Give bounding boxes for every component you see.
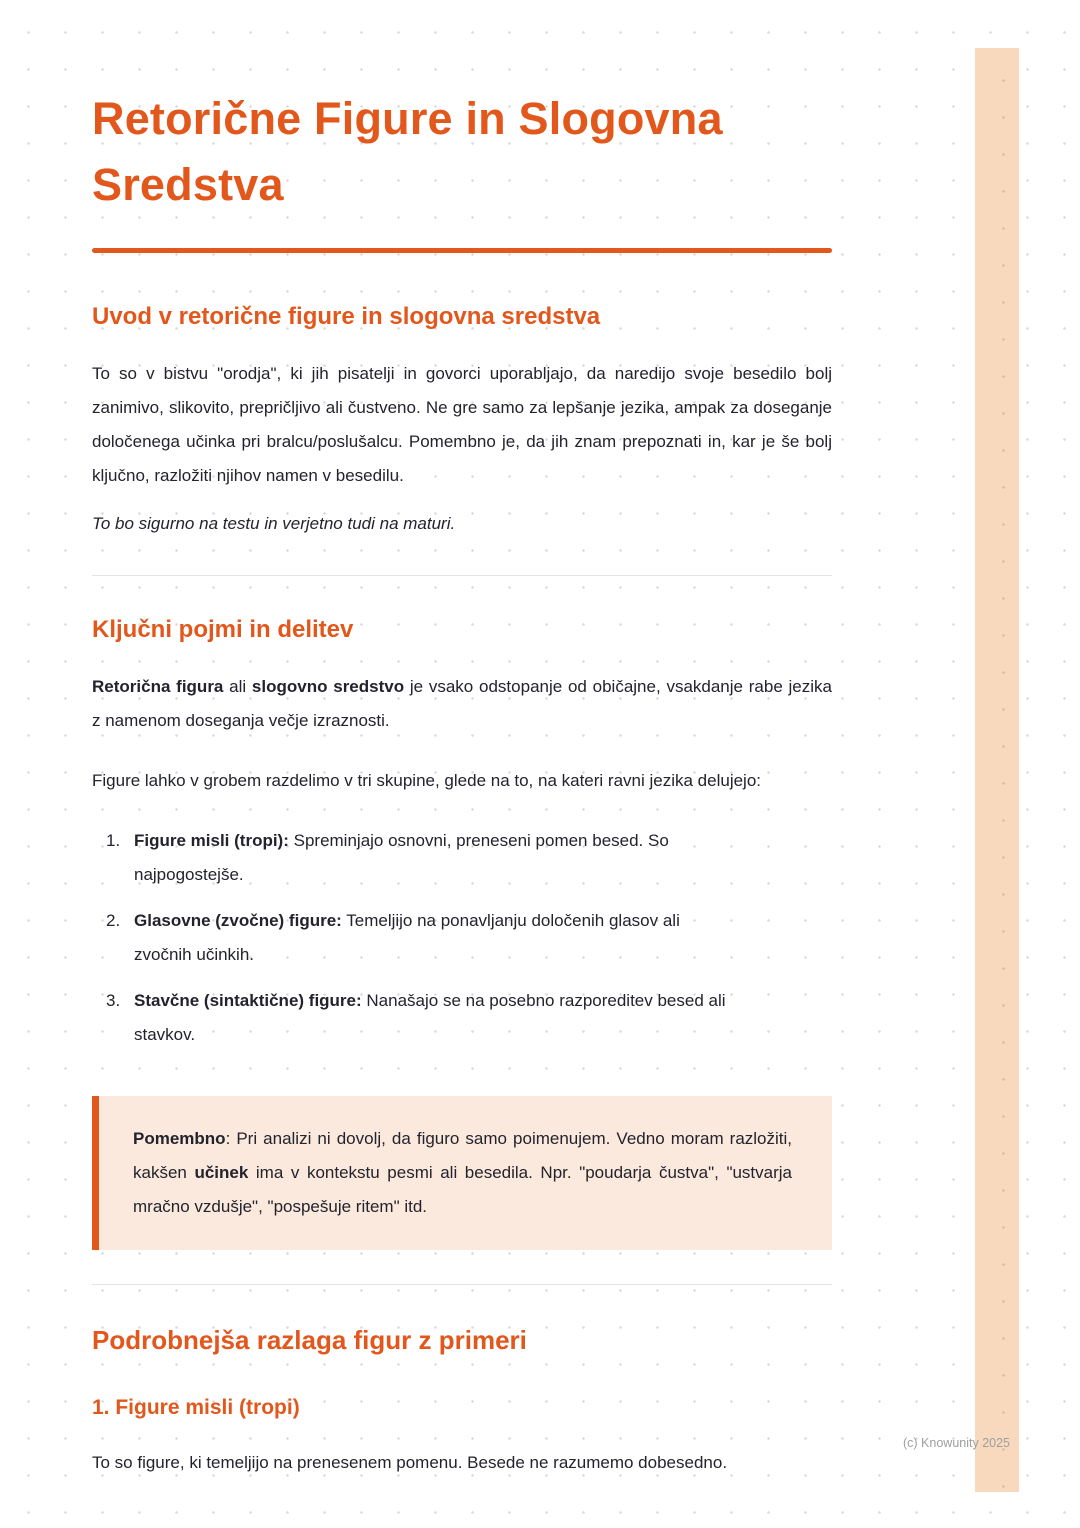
figure-types-list — [106, 824, 832, 1052]
section-heading-concepts: Ključni pojmi in delitev — [92, 616, 354, 643]
list-item-lead: Figure misli (tropi): — [134, 831, 289, 850]
section-divider-1 — [92, 575, 832, 576]
list-item-number: 3. — [106, 991, 121, 1010]
section-divider-2 — [92, 1284, 832, 1285]
footer-credit: (c) Knowunity 2025 — [903, 1436, 1011, 1450]
list-item-text — [134, 824, 832, 892]
list-item-lead: Stavčne (sintaktične) figure: — [134, 991, 362, 1010]
callout-bold-term: učinek — [194, 1163, 249, 1182]
concepts-paragraph-2: Figure lahko v grobem razdelimo v tri skupine, glede na to, na kateri ravni jezika delujejo: — [92, 771, 762, 790]
section-heading-details: Podrobnejša razlaga figur z primeri — [92, 1325, 527, 1355]
sub-heading-tropi: 1. Figure misli (tropi) — [92, 1396, 300, 1419]
page-title — [92, 86, 832, 218]
callout-text-1: : Pri analizi ni dovolj, da figuro samo poimenujem. Vedno moram razložiti, kakšen — [133, 1129, 792, 1182]
title-divider-rule — [92, 248, 832, 253]
concepts-term-2: slogovno sredstvo — [251, 677, 405, 696]
right-accent-stripe — [975, 48, 1019, 1492]
callout-text-2: ima v kontekstu pesmi ali besedila. Npr. "poudarja čustva", "ustvarja mračno vzdušje", "pospešuje ritem" itd. — [133, 1163, 792, 1216]
details-paragraph: To so figure, ki temeljijo na prenesenem pomenu. Besede ne razumemo dobesedno. — [92, 1453, 728, 1472]
list-item-rest: Nanašajo se na posebno razporeditev besed ali stavkov. — [134, 991, 726, 1044]
list-item-lead: Glasovne (zvočne) figure: — [134, 911, 342, 930]
document-content — [92, 0, 832, 1494]
list-item — [106, 824, 832, 892]
list-item-number: 1. — [106, 831, 121, 850]
concepts-term-1: Retorična figura — [92, 677, 224, 696]
section-heading-intro: Uvod v retorične figure in slogovna sredstva — [92, 303, 601, 330]
intro-italic-note: To bo sigurno na testu in verjetno tudi na maturi. — [92, 514, 456, 533]
list-item — [106, 904, 832, 972]
important-callout — [92, 1096, 832, 1250]
concepts-text-1: ali — [223, 677, 252, 696]
page-title-line2: Sredstva — [92, 159, 284, 210]
concepts-text-2: je vsako odstopanje od običajne, vsakdanje rabe jezika z namenom doseganja večje izraznosti. — [92, 677, 832, 730]
list-item-text — [134, 904, 832, 972]
list-item-rest: Spreminjajo osnovni, preneseni pomen besed. So najpogostejše. — [134, 831, 669, 884]
list-item-number: 2. — [106, 911, 121, 930]
list-item-rest: Temeljijo na ponavljanju določenih glasov ali zvočnih učinkih. — [134, 911, 680, 964]
concepts-paragraph-1 — [92, 670, 832, 738]
list-item — [106, 984, 832, 1052]
list-item-text — [134, 984, 832, 1052]
intro-paragraph: To so v bistvu "orodja", ki jih pisatelji in govorci uporabljajo, da naredijo svoje besedilo bolj zanimivo, slikovito, prepričljivo ali čustveno. Ne gre samo za lepšanje jezika, ampak za doseganje določenega učinka pri bralcu/poslušalcu. Pomembno je, da jih znam prepoznati in, kar je še bolj ključno, razložiti njihov namen v besedilu. — [92, 364, 832, 485]
callout-lead: Pomembno — [133, 1129, 226, 1148]
page-title-line1: Retorične Figure in Slogovna — [92, 93, 723, 144]
